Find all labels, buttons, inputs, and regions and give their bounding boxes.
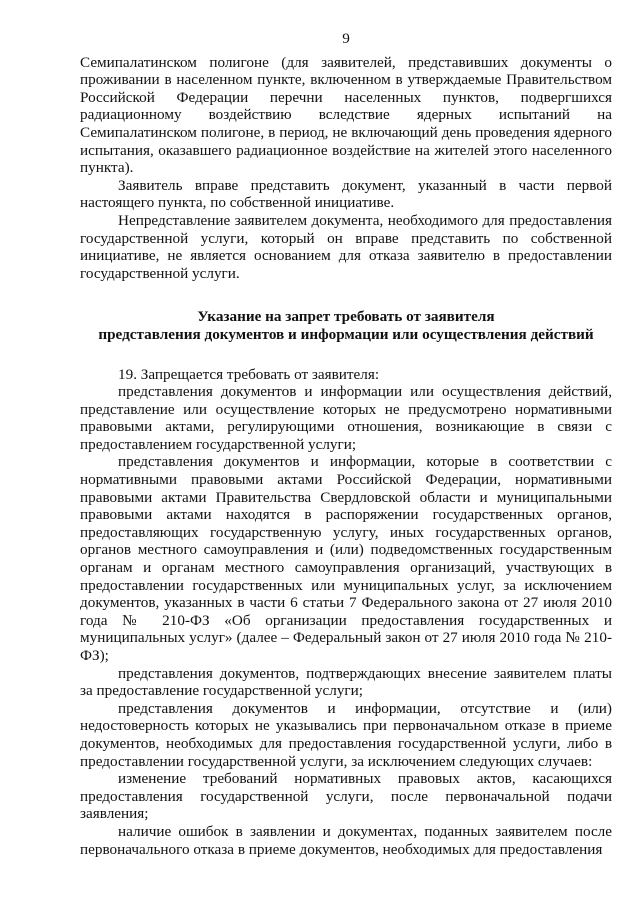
page-number: 9 <box>342 30 350 47</box>
paragraph-prohibition-4: представления документов и информации, отсутствие и (или) недостоверность которых не указывались при первоначальном отказе в приеме документов, необходимых для предоставления государственной услуги, либо в предоставлении государственной услуги, за исключением следующих случаев: <box>80 699 612 770</box>
paragraph-applicant-right: Заявитель вправе представить документ, указанный в части первой настоящего пункта, по собственной инициативе. <box>80 176 612 212</box>
section-heading <box>80 308 612 343</box>
paragraph-exception-2: наличие ошибок в заявлении и документах, поданных заявителем после первоначального отказа в приеме документов, необходимых для предоставления <box>80 822 612 858</box>
paragraph-non-submission: Непредставление заявителем документа, необходимого для предоставления государственной услуги, который он вправе представить по собственной инициативе, не является основанием для отказа заявителю в предоставлении государственной услуги. <box>80 211 612 282</box>
section-heading-line-1: Указание на запрет требовать от заявителя <box>197 308 495 326</box>
paragraph-item-19: 19. Запрещается требовать от заявителя: <box>118 365 380 383</box>
document-page <box>80 30 612 858</box>
paragraph-continuation: Семипалатинском полигоне (для заявителей, представивших документы о проживании в населенном пункте, включенном в утверждаемые Правительством Российской Федерации перечни населенных пунктов, подвергшихся радиационному воздействию вследствие ядерных испытаний на Семипалатинском полигоне, в период, не включающий день проведения ядерного испытания, оказавшего радиационное воздействие на жителей этого населенного пункта). <box>80 53 612 177</box>
section-heading-line-2: представления документов и информации или осуществления действий <box>98 325 594 343</box>
paragraph-prohibition-3: представления документов, подтверждающих внесение заявителем платы за предоставление государственной услуги; <box>80 664 612 700</box>
paragraph-exception-1: изменение требований нормативных правовых актов, касающихся предоставления государственной услуги, после первоначальной подачи заявления; <box>80 770 612 823</box>
paragraph-prohibition-2: представления документов и информации, которые в соответствии с нормативными правовыми актами Российской Федерации, нормативными правовыми актами Правительства Свердловской области и муниципальными правовыми актами находятся в распоряжении государственных органов, предоставляющих государственную услугу, иных государственных органов, органов местного самоуправления и (или) подведомственных государственным органам и органам местного самоуправления организаций, участвующих в предоставлении государственных или муниципальных услуг, за исключением документов, указанных в части 6 статьи 7 Федерального закона от 27 июля 2010 года № 210-ФЗ «Об организации предоставления государственных и муниципальных услуг» (далее – Федеральный закон от 27 июля 2010 года № 210-ФЗ); <box>80 453 612 664</box>
paragraph-prohibition-1: представления документов и информации или осуществления действий, представление или осуществление которых не предусмотрено нормативными правовыми актами, регулирующими отношения, возникающие в связи с предоставлением государственной услуги; <box>80 383 612 453</box>
